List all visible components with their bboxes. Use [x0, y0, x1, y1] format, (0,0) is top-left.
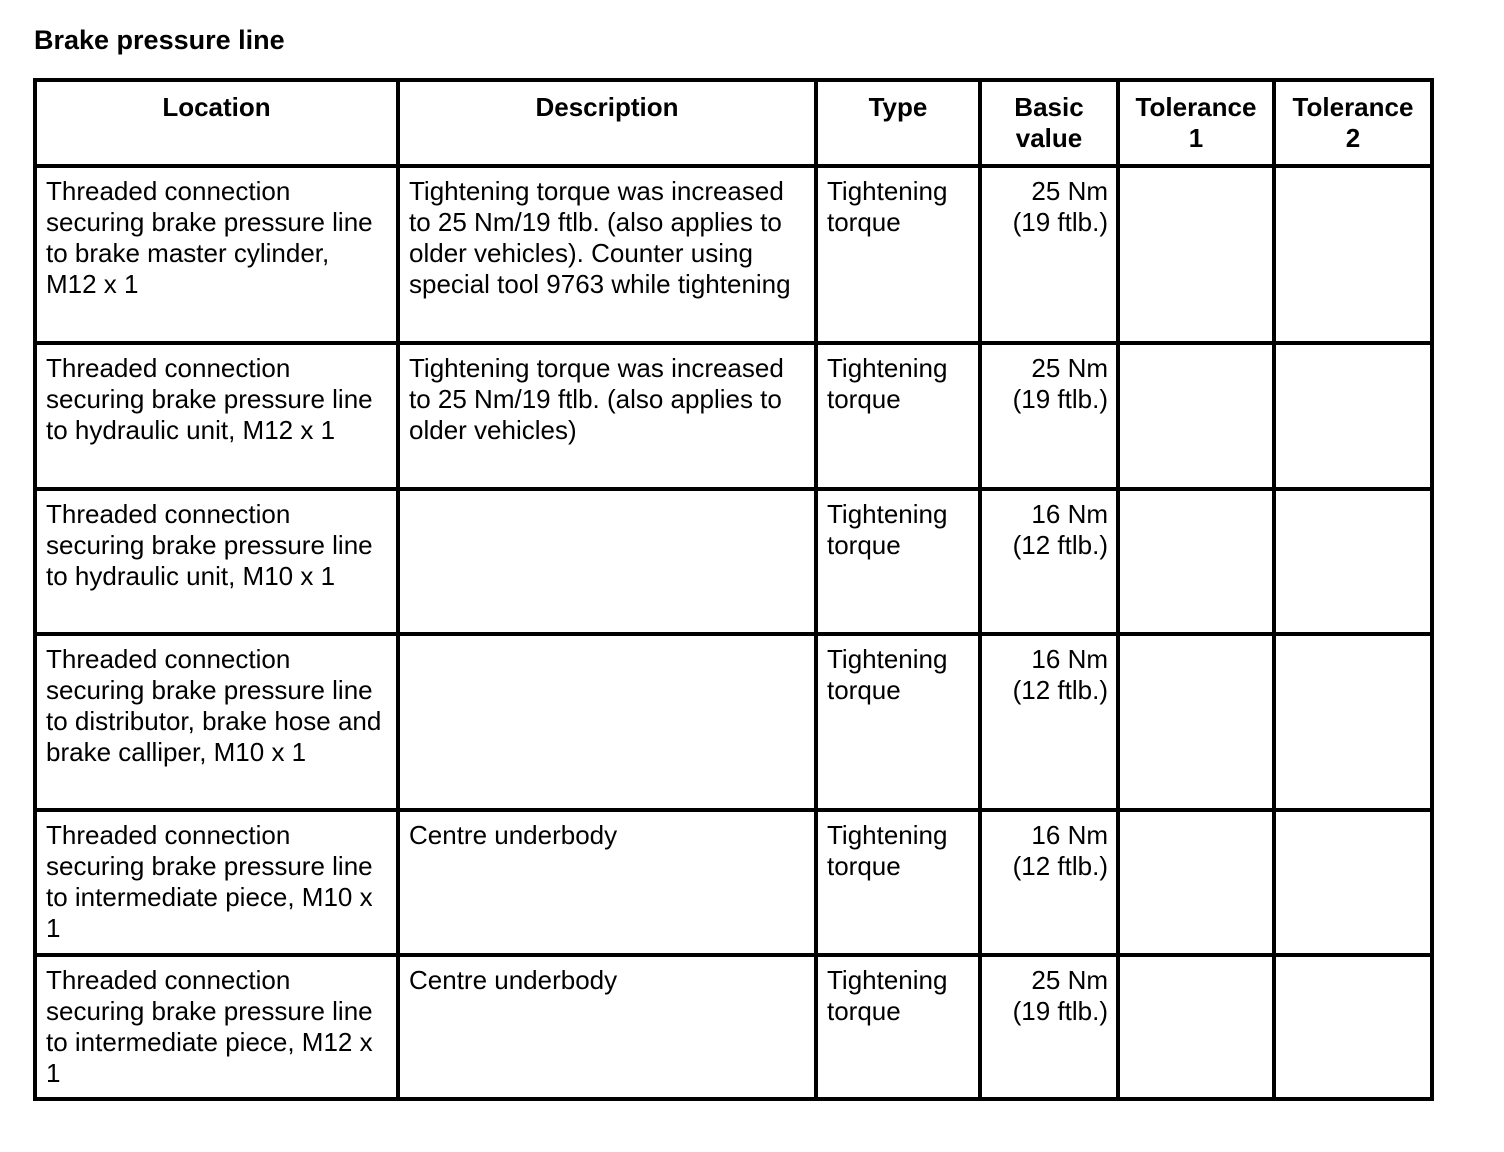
- table-header-row: [35, 80, 1432, 166]
- cell-tolerance-2: [1274, 634, 1432, 810]
- header-location: Location: [35, 80, 398, 166]
- cell-type: Tightening torque: [816, 810, 980, 955]
- basic-value-imperial: (19 ftlb.): [1012, 207, 1108, 237]
- cell-description: Tightening torque was increased to 25 Nm/19 ftlb. (also applies to older vehicles): [398, 343, 816, 489]
- torque-spec-table: [33, 78, 1434, 1101]
- table-row: [35, 343, 1432, 489]
- cell-basic-value: [980, 810, 1118, 955]
- cell-tolerance-1: [1118, 810, 1274, 955]
- cell-location: Threaded connection securing brake pressure line to brake master cylinder, M12 x 1: [35, 166, 398, 343]
- basic-value-metric: 16 Nm: [1031, 820, 1108, 850]
- cell-type: Tightening torque: [816, 343, 980, 489]
- header-tolerance-1: [1118, 80, 1274, 166]
- cell-location: Threaded connection securing brake pressure line to intermediate piece, M10 x 1: [35, 810, 398, 955]
- basic-value-imperial: (12 ftlb.): [1012, 851, 1108, 881]
- cell-type: Tightening torque: [816, 489, 980, 634]
- cell-description: Tightening torque was increased to 25 Nm/19 ftlb. (also applies to older vehicles). Counter using special tool 9763 while tightening: [398, 166, 816, 343]
- cell-tolerance-1: [1118, 166, 1274, 343]
- cell-tolerance-2: [1274, 489, 1432, 634]
- cell-basic-value: [980, 489, 1118, 634]
- cell-basic-value: [980, 955, 1118, 1099]
- header-type: Type: [816, 80, 980, 166]
- cell-tolerance-2: [1274, 166, 1432, 343]
- basic-value-imperial: (12 ftlb.): [1012, 675, 1108, 705]
- header-description: Description: [398, 80, 816, 166]
- table-row: [35, 634, 1432, 810]
- table-row: [35, 166, 1432, 343]
- header-tolerance-2-line2: 2: [1345, 123, 1361, 153]
- cell-tolerance-2: [1274, 343, 1432, 489]
- basic-value-metric: 25 Nm: [1031, 176, 1108, 206]
- cell-type: Tightening torque: [816, 166, 980, 343]
- cell-location: Threaded connection securing brake pressure line to hydraulic unit, M12 x 1: [35, 343, 398, 489]
- header-basic-value-line1: Basic: [1014, 92, 1084, 122]
- basic-value-metric: 16 Nm: [1031, 644, 1108, 674]
- cell-description: Centre underbody: [398, 810, 816, 955]
- cell-description: [398, 489, 816, 634]
- header-tolerance-1-line1: Tolerance: [1135, 92, 1257, 122]
- header-basic-value: [980, 80, 1118, 166]
- cell-location: Threaded connection securing brake pressure line to distributor, brake hose and brake calliper, M10 x 1: [35, 634, 398, 810]
- cell-basic-value: [980, 343, 1118, 489]
- cell-location: Threaded connection securing brake pressure line to hydraulic unit, M10 x 1: [35, 489, 398, 634]
- cell-basic-value: [980, 166, 1118, 343]
- header-tolerance-1-line2: 1: [1188, 123, 1204, 153]
- basic-value-imperial: (19 ftlb.): [1012, 384, 1108, 414]
- cell-tolerance-1: [1118, 343, 1274, 489]
- cell-location: Threaded connection securing brake pressure line to intermediate piece, M12 x 1: [35, 955, 398, 1099]
- cell-type: Tightening torque: [816, 634, 980, 810]
- cell-tolerance-1: [1118, 955, 1274, 1099]
- basic-value-metric: 25 Nm: [1031, 353, 1108, 383]
- table-row: [35, 810, 1432, 955]
- table-row: [35, 955, 1432, 1099]
- basic-value-metric: 25 Nm: [1031, 965, 1108, 995]
- cell-description: [398, 634, 816, 810]
- table-row: [35, 489, 1432, 634]
- cell-basic-value: [980, 634, 1118, 810]
- page-title: Brake pressure line: [34, 25, 285, 55]
- cell-tolerance-1: [1118, 489, 1274, 634]
- cell-tolerance-2: [1274, 810, 1432, 955]
- basic-value-imperial: (12 ftlb.): [1012, 530, 1108, 560]
- cell-tolerance-2: [1274, 955, 1432, 1099]
- header-tolerance-2: [1274, 80, 1432, 166]
- cell-type: Tightening torque: [816, 955, 980, 1099]
- basic-value-imperial: (19 ftlb.): [1012, 996, 1108, 1026]
- basic-value-metric: 16 Nm: [1031, 499, 1108, 529]
- cell-description: Centre underbody: [398, 955, 816, 1099]
- header-basic-value-line2: value: [1015, 123, 1083, 153]
- cell-tolerance-1: [1118, 634, 1274, 810]
- header-tolerance-2-line1: Tolerance: [1292, 92, 1414, 122]
